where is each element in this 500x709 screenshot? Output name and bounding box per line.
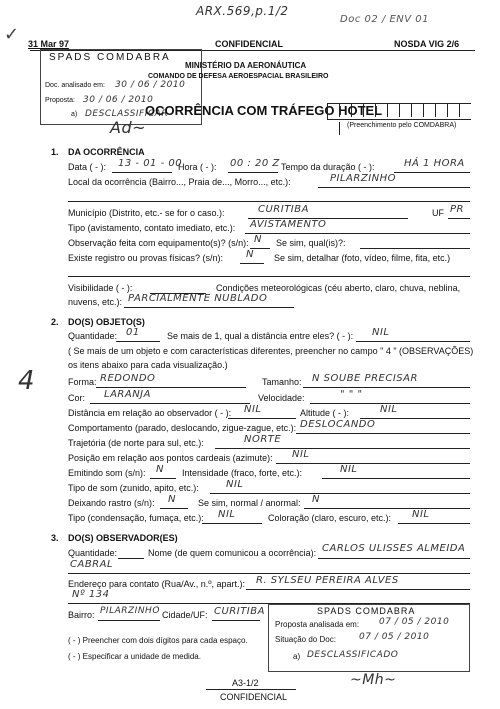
bairro-label: Bairro: <box>68 610 95 620</box>
altitude-label: Altitude ( - ): <box>300 408 350 418</box>
altitude-value: NIL <box>380 404 398 415</box>
footer-page-code: A3-1/2 <box>232 678 259 688</box>
municipio-label: Município (Distrito, etc.- se for o caso.): <box>68 208 225 218</box>
tipo-rastro-label: Tipo (condensação, fumaça, etc.): <box>68 513 204 523</box>
tipo-rastro-value: NIL <box>218 509 236 520</box>
registro-label: Existe registro ou provas físicas? (s/n): <box>68 253 224 263</box>
cidade-value: CURITIBA <box>214 606 265 617</box>
local-value: PILARZINHO <box>330 173 397 184</box>
margin-mark: 4 <box>18 366 36 396</box>
municipio-value: CURITIBA <box>258 204 309 215</box>
rastro-normal-label: Se sim, normal / anormal: <box>198 498 301 508</box>
obs-equip-label: Observação feita com equipamento(s)? (s/n): <box>68 238 249 248</box>
archive-reference: ARX.569,p.1/2 <box>196 4 289 18</box>
bottom-stamp-proposta-value: 07 / 05 / 2010 <box>379 617 450 627</box>
hour-label: Hora ( - ): <box>178 162 217 172</box>
cor-value: LARANJA <box>104 389 151 400</box>
posicao-label: Posição em relação aos pontos cardeais (azimute): <box>68 453 273 463</box>
uf-value: PR <box>450 204 464 215</box>
duration-value: HÁ 1 HORA <box>404 158 465 169</box>
document-reference: Doc 02 / ENV 01 <box>340 14 429 25</box>
header-ministry: MINISTÉRIO DA AERONÁUTICA <box>185 61 307 70</box>
observer-name-value: CARLOS ULISSES ALMEIDA <box>322 543 466 554</box>
date-value: 13 - 01 - 00 <box>118 158 183 169</box>
emitindo-label: Emitindo som (s/n): <box>68 468 146 478</box>
obs-equip-which: Se sim, qual(is)?: <box>276 238 346 248</box>
observer-name-label: Nome (de quem comunicou a ocorrência): <box>148 548 317 558</box>
bottom-signature: ~Mh~ <box>350 672 397 688</box>
header-confidential: CONFIDENCIAL <box>215 39 283 49</box>
bottom-stamp-situacao-value: 07 / 05 / 2010 <box>359 632 430 642</box>
comdabra-note: (Preenchimento pelo COMDABRA) <box>347 122 457 129</box>
forma-value: REDONDO <box>100 373 156 384</box>
endereco-value-2: Nº 134 <box>72 589 110 600</box>
hour-value: 00 : 20 Z <box>230 158 280 169</box>
endereco-value: R. SYLSEU PEREIRA ALVES <box>256 575 399 586</box>
stamp-a-value: DESCLASSIFICAR <box>85 109 169 119</box>
tipo-som-label: Tipo de som (zunido, apito, etc.): <box>68 483 199 493</box>
form-title: OCORRÊNCIA COM TRÁFEGO HOTEL <box>145 103 383 118</box>
section3-number: 3. <box>51 533 59 543</box>
cidade-label: Cidade/UF: <box>162 610 208 620</box>
meteo-label: Condições meteorológicas (céu aberto, claro, chuva, neblina, <box>216 283 461 293</box>
bottom-stamp-a-value: DESCLASSIFICADO <box>307 650 399 660</box>
stamp-proposta-value: 30 / 06 / 2010 <box>83 95 154 105</box>
distance-between-label: Se mais de 1, qual a distância entre eles? ( - ): <box>167 331 354 341</box>
coloracao-value: NIL <box>412 509 430 520</box>
footer-confidential: CONFIDENCIAL <box>220 692 288 702</box>
trajetoria-label: Trajetória (de norte para sul, etc.): <box>68 438 204 448</box>
section1-number: 1. <box>51 147 59 157</box>
coloracao-label: Coloração (claro, escuro, etc.): <box>268 513 392 523</box>
note-line-1: ( Se mais de um objeto e com características diferentes, preencher no campo " 4 " (OBSERVAÇÕES) <box>68 346 474 356</box>
intensidade-label: Intensidade (fraco, forte, etc.): <box>182 468 303 478</box>
observer-qty-label: Quantidade: <box>68 548 118 558</box>
registro-detail: Se sim, detalhar (foto, vídeo, filme, fita, etc.) <box>274 253 451 263</box>
duration-label: Tempo da duração ( - ): <box>281 162 375 172</box>
stamp-proposta-label: Proposta: <box>45 97 75 104</box>
velocidade-label: Velocidade: <box>258 393 305 403</box>
bottom-stamp-org: SPADS COMDABRA <box>317 606 416 616</box>
stamp-a-label: a) <box>71 111 78 118</box>
visibility-label: Visibilidade ( - ): <box>68 283 133 293</box>
bottom-stamp-proposta-label: Proposta analisada em: <box>275 620 360 629</box>
footnote-1: ( - ) Preencher com dois dígitos para cada espaço. <box>68 636 248 645</box>
qty-value: 01 <box>126 327 140 338</box>
obs-equip-value: N <box>254 234 262 245</box>
tamanho-label: Tamanho: <box>262 377 302 387</box>
tipo-label: Tipo (avistamento, contato imediato, etc.): <box>68 223 236 233</box>
observer-name-value-2: CABRAL <box>70 559 114 570</box>
tamanho-value: N SOUBE PRECISAR <box>312 373 418 384</box>
distance-between-value: NIL <box>372 327 390 338</box>
date-label: Data ( - ): <box>68 162 107 172</box>
comportamento-value: DESLOCANDO <box>300 419 376 430</box>
header-date: 31 Mar 97 <box>28 39 70 49</box>
trajetoria-value: NORTE <box>244 434 282 445</box>
registro-value: N <box>246 249 254 260</box>
bottom-stamp-a-label: a) <box>293 652 301 661</box>
stamp-signature: Ad~ <box>110 118 147 137</box>
stamp-org: SPADS COMDABRA <box>49 52 171 63</box>
local-label: Local da ocorrência (Bairro..., Praia de..., Morro..., etc.): <box>68 177 291 187</box>
stamp-analyzed-value: 30 / 06 / 2010 <box>115 80 186 90</box>
endereco-label: Endereço para contato (Rua/Av., n.º, apart.): <box>68 579 246 589</box>
uf-label: UF <box>432 208 444 218</box>
emitindo-value: N <box>156 464 164 475</box>
rastro-normal-value: N <box>312 494 320 505</box>
footnote-2: ( - ) Especificar a unidade de medida. <box>68 652 201 661</box>
bottom-stamp-situacao-label: Situação do Doc: <box>275 635 336 644</box>
forma-label: Forma: <box>68 377 97 387</box>
tipo-value: AVISTAMENTO <box>250 219 327 230</box>
header-ref-code: NOSDA VIG 2/6 <box>394 39 460 49</box>
intensidade-value: NIL <box>340 464 358 475</box>
tipo-som-value: NIL <box>226 479 244 490</box>
stamp-analyzed-label: Doc. analisado em: <box>45 82 105 89</box>
nuvens-value: PARCIALMENTE NUBLADO <box>128 293 268 304</box>
comdabra-code-boxes <box>327 103 471 120</box>
section2-number: 2. <box>51 317 59 327</box>
bottom-stamp <box>268 604 470 672</box>
qty-label: Quantidade: <box>68 331 118 341</box>
note-line-2: os itens abaixo para cada visualização.) <box>68 360 228 370</box>
distancia-label: Distância em relação ao observador ( - ): <box>68 408 232 418</box>
section2-title: DO(S) OBJETO(S) <box>68 317 145 327</box>
bairro-value: PILARZINHO <box>100 606 160 616</box>
section1-title: DA OCORRÊNCIA <box>68 147 145 157</box>
section3-title: DO(S) OBSERVADOR(ES) <box>68 533 178 543</box>
header-command: COMANDO DE DEFESA AEROESPACIAL BRASILEIRO <box>148 73 329 80</box>
posicao-value: NIL <box>292 449 310 460</box>
margin-initials: ✓ <box>4 24 20 45</box>
cor-label: Cor: <box>68 393 86 403</box>
rastro-value: N <box>168 494 176 505</box>
nuvens-label: nuvens, etc.): <box>68 297 123 307</box>
velocidade-value: " " " <box>340 389 363 400</box>
distancia-value: NIL <box>244 404 262 415</box>
rastro-label: Deixando rastro (s/n): <box>68 498 155 508</box>
comportamento-label: Comportamento (parado, deslocando, zigue-zague, etc.): <box>68 423 297 433</box>
